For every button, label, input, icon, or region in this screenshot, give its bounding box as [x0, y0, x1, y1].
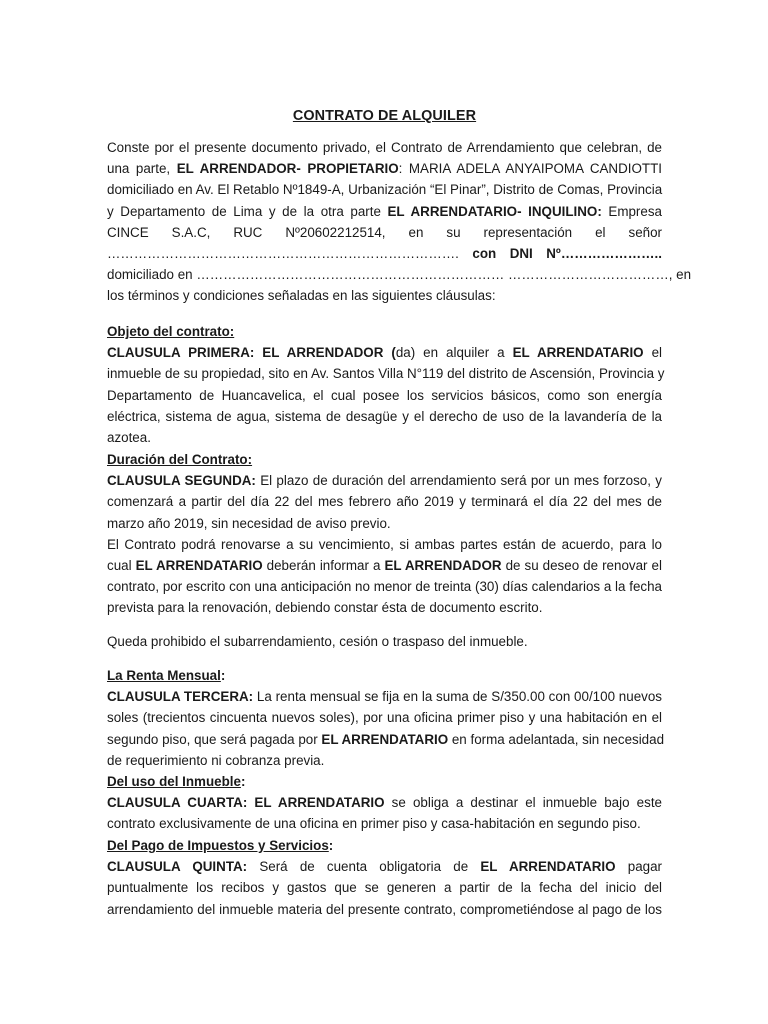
text-line: Departamento de Huancavelica, el cual posee los servicios básicos, como son energía [107, 387, 662, 403]
text-line: CINCE S.A.C, RUC Nº20602212514, en su representación el señor [107, 224, 662, 240]
text-line: CLAUSULA PRIMERA: EL ARRENDADOR (da) en alquiler a EL ARRENDATARIO el [107, 345, 662, 361]
document-title: CONTRATO DE ALQUILER [292, 108, 477, 124]
section-duracion [107, 449, 662, 619]
text-line: segundo piso, que será pagada por EL ARRENDATARIO en forma adelantada, sin necesidad [107, 731, 665, 747]
text-line: puntualmente los recibos y gastos que se generen a partir de la fecha del inicio del [107, 880, 662, 896]
text-line: Conste por el presente documento privado, el Contrato de Arrendamiento que celebran, de [107, 140, 662, 155]
section-heading: Duración del Contrato: [107, 452, 253, 467]
text-line: CLAUSULA CUARTA: EL ARRENDATARIO se obliga a destinar el inmueble bajo este [107, 795, 662, 811]
text-line: inmueble de su propiedad, sito en Av. Santos Villa N°119 del distrito de Ascensión, Provincia y [107, 366, 665, 382]
text-line: de requerimiento ni cobranza previa. [107, 752, 325, 768]
section-heading: Objeto del contrato: [107, 324, 235, 339]
section-impuestos [107, 835, 662, 920]
intro-paragraph [107, 137, 692, 307]
text-line: contrato exclusivamente de una oficina en primer piso y casa-habitación en segundo piso. [107, 816, 641, 832]
text-line: domiciliado en …………………………………………………………… ………………………………, en [107, 267, 692, 283]
text-line: comenzará a partir del día 22 del mes febrero año 2019 y terminará el día 22 del mes de [107, 494, 662, 510]
text-line: eléctrica, sistema de agua, sistema de desagüe y el derecho de uso de la lavandería de la [107, 408, 662, 424]
text-line: ……………………………………………………………………. con DNI Nº………………….. [107, 246, 662, 262]
text-line: contrato, por escrito con una anticipación no menor de treinta (30) días calendarios a la fecha [107, 579, 662, 595]
text-line: CLAUSULA TERCERA: La renta mensual se fija en la suma de S/350.00 con 00/100 nuevos [107, 689, 662, 705]
prohibition-note: Queda prohibido el subarrendamiento, cesión o traspaso del inmueble. [107, 634, 528, 649]
text-line: soles (trecientos cincuenta nuevos soles), por una oficina primer piso y una habitación en el [107, 710, 662, 726]
section-renta [107, 665, 665, 771]
text-line: marzo año 2019, sin necesidad de aviso previo. [107, 515, 391, 531]
text-line: los términos y condiciones señaladas en las siguientes cláusulas: [107, 288, 496, 304]
section-heading: Del Pago de Impuestos y Servicios: [107, 838, 334, 853]
text-line: prevista para la renovación, debiendo constar ésta de documento escrito. [107, 600, 543, 616]
text-line: una parte, EL ARRENDADOR- PROPIETARIO: MARIA ADELA ANYAIPOMA CANDIOTTI [107, 161, 662, 177]
text-line: domiciliado en Av. El Retablo Nº1849-A, Urbanización “El Pinar”, Distrito de Comas, Provincia [107, 182, 663, 198]
section-heading: La Renta Mensual: [107, 668, 226, 683]
text-line: CLAUSULA QUINTA: Será de cuenta obligatoria de EL ARRENDATARIO pagar [107, 859, 663, 875]
text-line: cual EL ARRENDATARIO deberán informar a EL ARRENDADOR de su deseo de renovar el [107, 558, 662, 574]
text-line: y Departamento de Lima y de la otra parte EL ARRENDATARIO- INQUILINO: Empresa [107, 203, 662, 219]
section-objeto [107, 321, 665, 448]
section-uso [107, 771, 662, 835]
section-heading: Del uso del Inmueble: [107, 774, 246, 789]
text-line: El Contrato podrá renovarse a su vencimiento, si ambas partes están de acuerdo, para lo [107, 536, 662, 552]
text-line: azotea. [107, 430, 151, 446]
text-line: arrendamiento del inmueble materia del presente contrato, comprometiéndose al pago de los [107, 901, 662, 917]
text-line: CLAUSULA SEGUNDA: El plazo de duración del arrendamiento será por un mes forzoso, y [107, 473, 662, 489]
